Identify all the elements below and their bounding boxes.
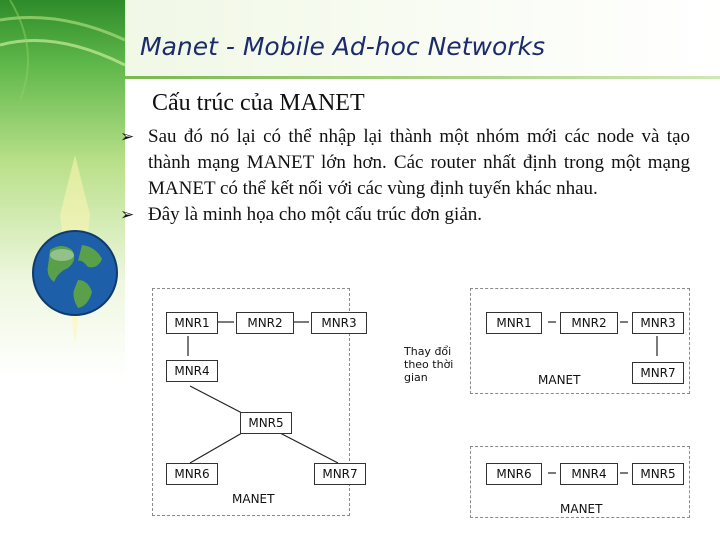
right-top-network-label: MANET bbox=[538, 373, 581, 387]
decorative-stripes bbox=[0, 0, 125, 100]
arrow-bullet-icon: ➢ bbox=[120, 205, 135, 225]
node-mnr3: MNR3 bbox=[311, 312, 367, 334]
right-bottom-network-label: MANET bbox=[560, 502, 603, 516]
bullet-list bbox=[120, 124, 690, 228]
globe-icon bbox=[20, 155, 130, 345]
slide-title: Manet - Mobile Ad-hoc Networks bbox=[140, 32, 546, 61]
bullet-text: Đây là minh họa cho một cấu trúc đơn giản. bbox=[148, 204, 483, 225]
manet-diagram bbox=[150, 282, 690, 522]
node-mnr6: MNR6 bbox=[486, 463, 542, 485]
node-mnr2: MNR2 bbox=[560, 312, 618, 334]
node-mnr1: MNR1 bbox=[486, 312, 542, 334]
node-mnr7: MNR7 bbox=[632, 362, 684, 384]
node-mnr3: MNR3 bbox=[632, 312, 684, 334]
node-mnr1: MNR1 bbox=[166, 312, 218, 334]
bullet-item bbox=[120, 202, 690, 228]
link-mnr5-mnr7 bbox=[280, 433, 338, 463]
arrow-bullet-icon: ➢ bbox=[120, 127, 135, 147]
node-mnr5: MNR5 bbox=[632, 463, 684, 485]
header-divider bbox=[125, 76, 720, 79]
bullet-text: Sau đó nó lại có thể nhập lại thành một nhóm mới các node và tạo thành mạng MANET lớn hơn. Các router nhất định trong một mạng MANET có thể kết nối với các vùng định tuyến khác nhau. bbox=[148, 126, 690, 199]
node-mnr7: MNR7 bbox=[314, 463, 366, 485]
node-mnr4: MNR4 bbox=[166, 360, 218, 382]
node-mnr6: MNR6 bbox=[166, 463, 218, 485]
link-mnr4-mnr5 bbox=[190, 386, 242, 413]
bullet-item bbox=[120, 124, 690, 202]
left-network-label: MANET bbox=[232, 492, 275, 506]
node-mnr5: MNR5 bbox=[240, 412, 292, 434]
link-mnr5-mnr6 bbox=[190, 433, 242, 463]
change-over-time-label: Thay đổi theo thời gian bbox=[404, 345, 454, 384]
slide-subtitle: Cấu trúc của MANET bbox=[152, 90, 365, 116]
node-mnr2: MNR2 bbox=[236, 312, 294, 334]
node-mnr4: MNR4 bbox=[560, 463, 618, 485]
